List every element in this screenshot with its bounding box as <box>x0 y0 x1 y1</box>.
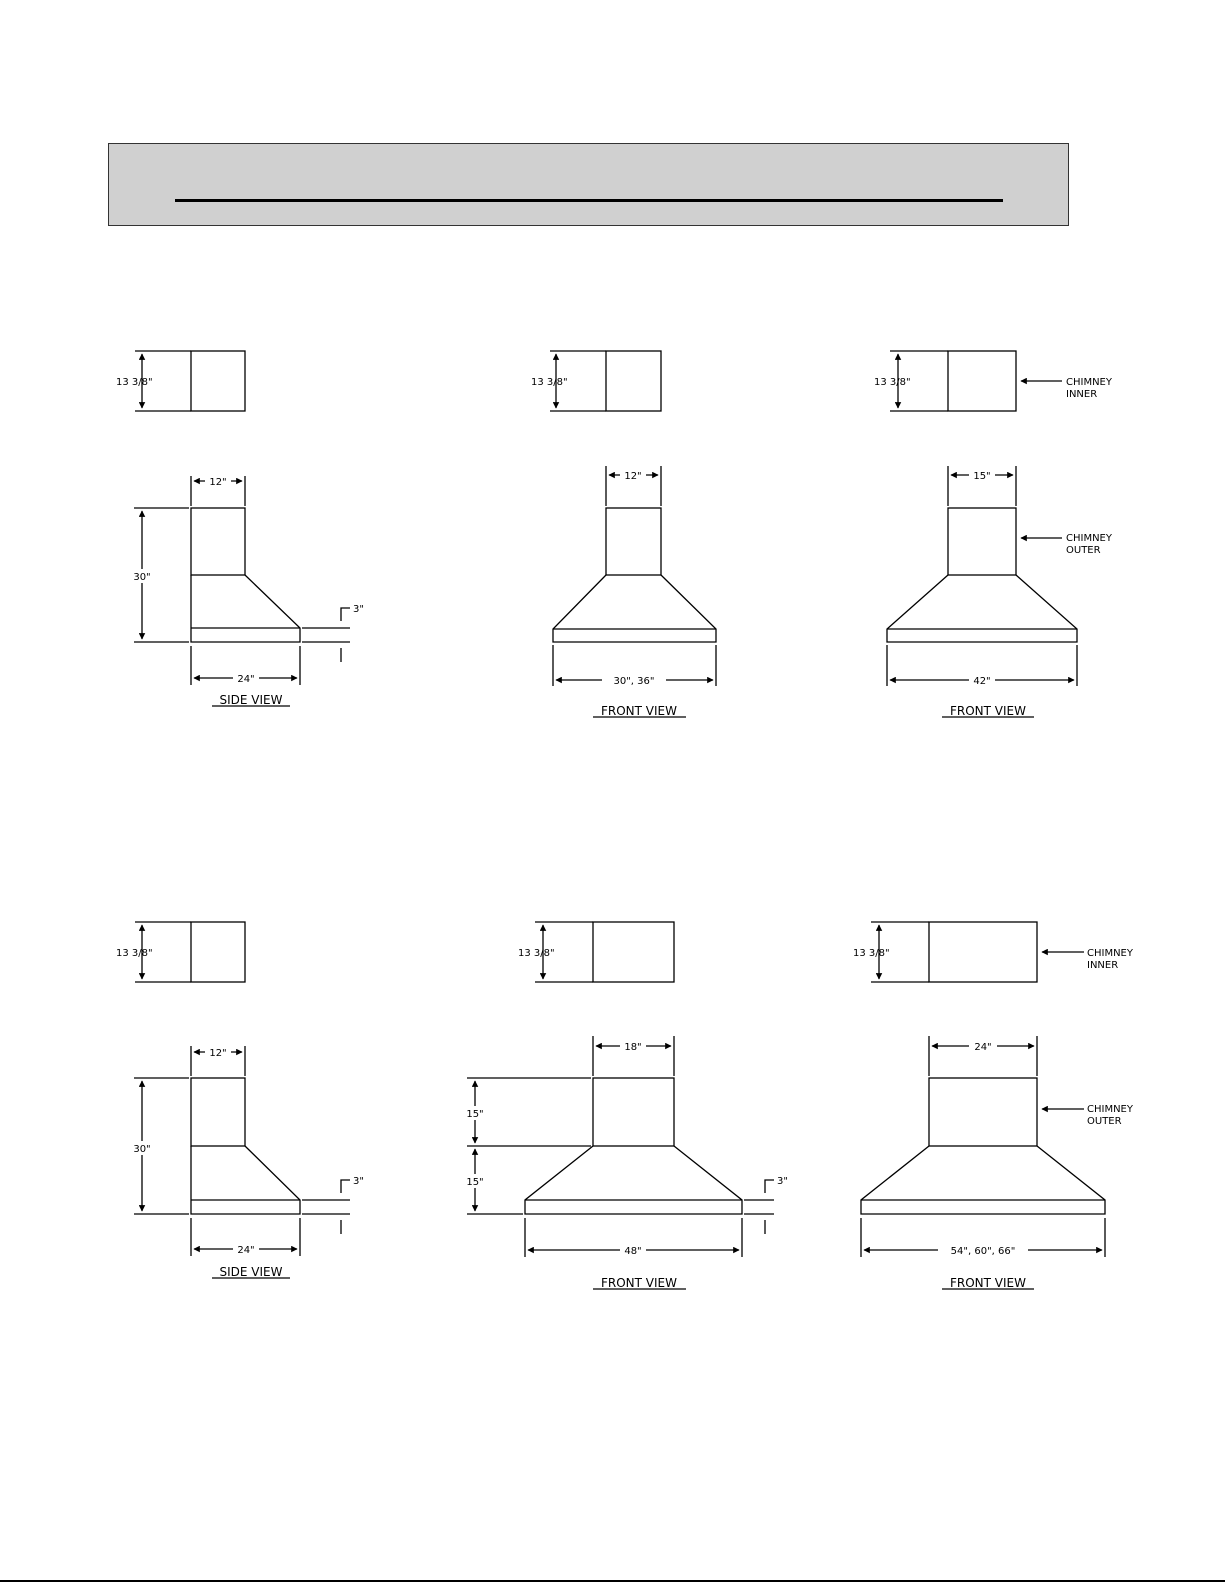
r2c-base-width-label: 54", 60", 66" <box>950 1246 1016 1257</box>
r2c-chimney-outer-label-1: CHIMNEY <box>1087 1104 1133 1115</box>
r2a-inner-height-label: 13 3/8" <box>116 948 153 959</box>
r1c-inner-height-label: 13 3/8" <box>874 377 911 388</box>
r1a-inner-height-label: 13 3/8" <box>116 377 153 388</box>
r1c-view-title: FRONT VIEW <box>949 704 1027 718</box>
r1c-chimney-inner-label-2: INNER <box>1066 389 1098 400</box>
r2c-chimney-inner-label-1: CHIMNEY <box>1087 948 1133 959</box>
r2c-chimney-outer-label-2: OUTER <box>1087 1116 1122 1127</box>
r1a-height-label: 30" <box>133 572 151 583</box>
r1a-thickness-label: 3" <box>353 604 364 615</box>
r1b-width-label: 12" <box>624 471 642 482</box>
page-bottom-rule <box>0 1580 1225 1582</box>
r2a-view-title: SIDE VIEW <box>219 1265 283 1279</box>
r2b-lower-height-label: 15" <box>466 1177 484 1188</box>
r2c-width-label: 24" <box>974 1042 992 1053</box>
r2a-height-label: 30" <box>133 1144 151 1155</box>
r1c-chimney-inner-label-1: CHIMNEY <box>1066 377 1112 388</box>
r2a-width-label: 12" <box>209 1048 227 1059</box>
r2b-base-width-label: 48" <box>624 1246 642 1257</box>
r1c-chimney-outer-label-2: OUTER <box>1066 545 1101 556</box>
r2c-inner-height-label: 13 3/8" <box>853 948 890 959</box>
r1-front-wide-inner-chimney <box>890 351 1062 411</box>
r2b-thickness-label: 3" <box>777 1176 788 1187</box>
r1c-width-label: 15" <box>973 471 991 482</box>
r2-front-inner-chimney <box>535 922 674 982</box>
r1c-chimney-outer-label-1: CHIMNEY <box>1066 533 1112 544</box>
r1b-base-width-label: 30", 36" <box>613 676 655 687</box>
r1b-inner-height-label: 13 3/8" <box>531 377 568 388</box>
r2b-view-title: FRONT VIEW <box>600 1276 678 1290</box>
r2c-view-title: FRONT VIEW <box>949 1276 1027 1290</box>
r2b-width-label: 18" <box>624 1042 642 1053</box>
r2a-thickness-label: 3" <box>353 1176 364 1187</box>
r1a-view-title: SIDE VIEW <box>219 693 283 707</box>
r1c-base-width-label: 42" <box>973 676 991 687</box>
r1a-depth-label: 24" <box>237 674 255 685</box>
r2a-depth-label: 24" <box>237 1245 255 1256</box>
r2-front-wide-inner-chimney <box>871 922 1084 982</box>
r1b-view-title: FRONT VIEW <box>600 704 678 718</box>
r1a-width-label: 12" <box>209 477 227 488</box>
r2b-inner-height-label: 13 3/8" <box>518 948 555 959</box>
r1-side-hood <box>134 476 350 706</box>
r2b-upper-height-label: 15" <box>466 1109 484 1120</box>
r2c-chimney-inner-label-2: INNER <box>1087 960 1119 971</box>
